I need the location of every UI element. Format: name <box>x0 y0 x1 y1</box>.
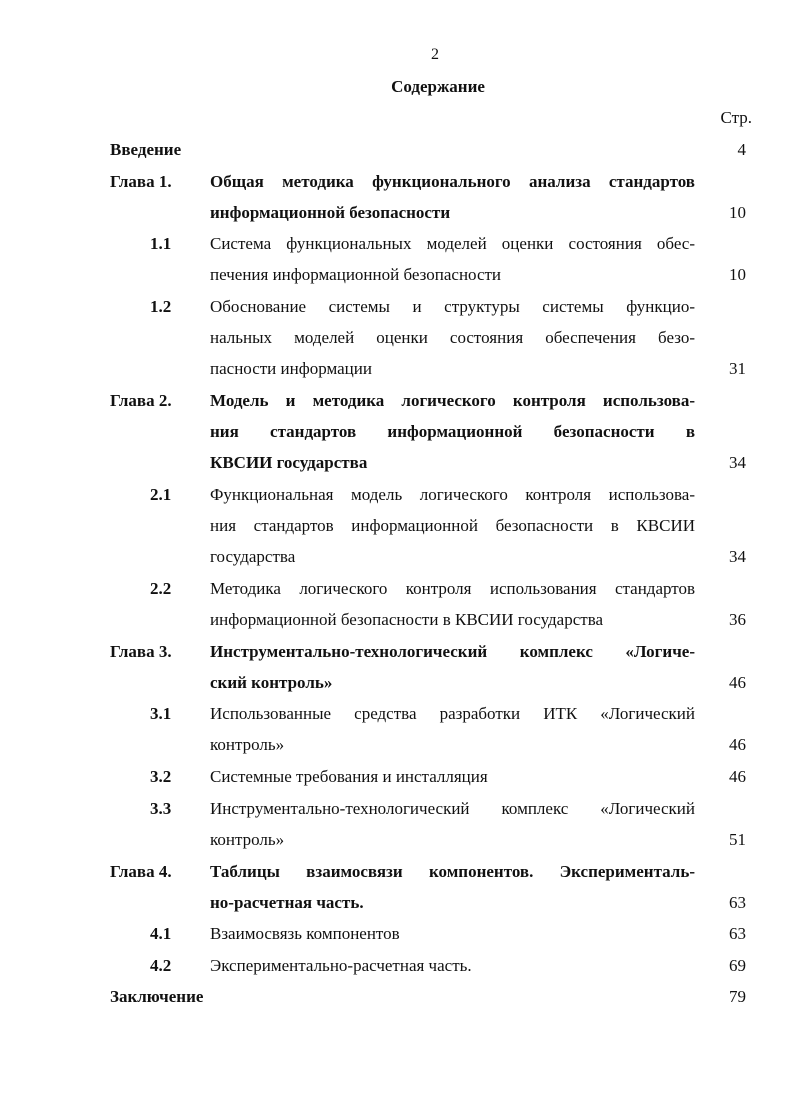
toc-section-2-2-number: 2.2 <box>150 579 172 598</box>
toc-section-4-2-number: 4.2 <box>150 956 172 975</box>
toc-conclusion-page: 79 <box>729 987 746 1006</box>
toc-chapter-4-line-1: Таблицы взаимосвязи компонентов. Эксперименталь- <box>210 862 695 881</box>
toc-section-1-1-line-1: Система функциональных моделей оценки состояния обес- <box>210 234 695 253</box>
toc-intro-page: 4 <box>737 140 746 159</box>
toc-chapter-4-page: 63 <box>729 893 746 912</box>
toc-section-4-1-page: 63 <box>729 924 746 943</box>
page-number: 2 <box>431 46 439 63</box>
toc-chapter-2-page: 34 <box>729 453 746 472</box>
toc-section-3-3-number: 3.3 <box>150 799 172 818</box>
toc-section-1-2-line-3: пасности информации <box>210 359 372 378</box>
toc-chapter-1-number: Глава 1. <box>110 172 172 191</box>
toc-chapter-3-number: Глава 3. <box>110 642 172 661</box>
toc-section-3-1-number: 3.1 <box>150 704 172 723</box>
toc-section-1-1-number: 1.1 <box>150 234 172 253</box>
toc-section-2-2-line-1: Методика логического контроля использования стандартов <box>210 579 695 598</box>
toc-section-2-1-number: 2.1 <box>150 485 172 504</box>
pages-column-label: Стр. <box>720 108 752 127</box>
toc-section-2-1-line-2: ния стандартов информационной безопасности в КВСИИ <box>210 516 695 535</box>
toc-section-1-2-line-1: Обоснование системы и структуры системы функцио- <box>210 297 695 316</box>
toc-chapter-1-page: 10 <box>729 203 746 222</box>
toc-chapter-3-line-1: Инструментально-технологический комплекс «Логиче- <box>210 642 695 661</box>
toc-section-3-2-number: 3.2 <box>150 767 172 786</box>
toc-section-1-1-page: 10 <box>729 265 746 284</box>
toc-section-3-2-line-1: Системные требования и инсталляция <box>210 767 488 786</box>
toc-chapter-1-line-2: информационной безопасности <box>210 203 451 222</box>
toc-section-4-2-page: 69 <box>729 956 746 975</box>
toc-section-2-2-line-2: информационной безопасности в КВСИИ государства <box>210 610 604 629</box>
toc-section-2-1-line-1: Функциональная модель логического контроля использова- <box>210 485 695 504</box>
toc-chapter-3-page: 46 <box>729 673 746 692</box>
toc-section-3-3-line-1: Инструментально-технологический комплекс «Логический <box>210 799 695 818</box>
toc-intro-title: Введение <box>110 140 182 159</box>
toc-chapter-2-line-1: Модель и методика логического контроля использова- <box>210 391 695 410</box>
toc-section-4-1-line-1: Взаимосвязь компонентов <box>210 924 400 943</box>
toc-chapter-2-number: Глава 2. <box>110 391 172 410</box>
toc-section-1-2-page: 31 <box>729 359 746 378</box>
toc-chapter-2-line-3: КВСИИ государства <box>210 453 368 472</box>
toc-section-1-1-line-2: печения информационной безопасности <box>210 265 502 284</box>
toc-section-3-1-line-2: контроль» <box>210 735 285 754</box>
toc-section-2-1-page: 34 <box>729 547 746 566</box>
toc-chapter-1-line-1: Общая методика функционального анализа стандартов <box>210 172 695 191</box>
toc-section-3-1-line-1: Использованные средства разработки ИТК «Логический <box>210 704 695 723</box>
toc-section-2-1-line-3: государства <box>210 547 296 566</box>
toc-section-3-1-page: 46 <box>729 735 746 754</box>
toc-section-1-2-number: 1.2 <box>150 297 172 316</box>
toc-chapter-2-line-2: ния стандартов информационной безопасности в <box>210 422 695 441</box>
toc-section-3-2-page: 46 <box>729 767 746 786</box>
page-title: Содержание <box>391 77 485 96</box>
toc-section-2-2-page: 36 <box>729 610 746 629</box>
toc-chapter-3-line-2: ский контроль» <box>210 673 333 692</box>
toc-section-3-3-line-2: контроль» <box>210 830 285 849</box>
toc-section-1-2-line-2: нальных моделей оценки состояния обеспечения безо- <box>210 328 695 347</box>
toc-section-4-1-number: 4.1 <box>150 924 172 943</box>
toc-chapter-4-number: Глава 4. <box>110 862 172 881</box>
toc-section-3-3-page: 51 <box>729 830 746 849</box>
toc-section-4-2-line-1: Экспериментально-расчетная часть. <box>210 956 472 975</box>
toc-chapter-4-line-2: но-расчетная часть. <box>210 893 364 912</box>
toc-conclusion-title: Заключение <box>110 987 204 1006</box>
